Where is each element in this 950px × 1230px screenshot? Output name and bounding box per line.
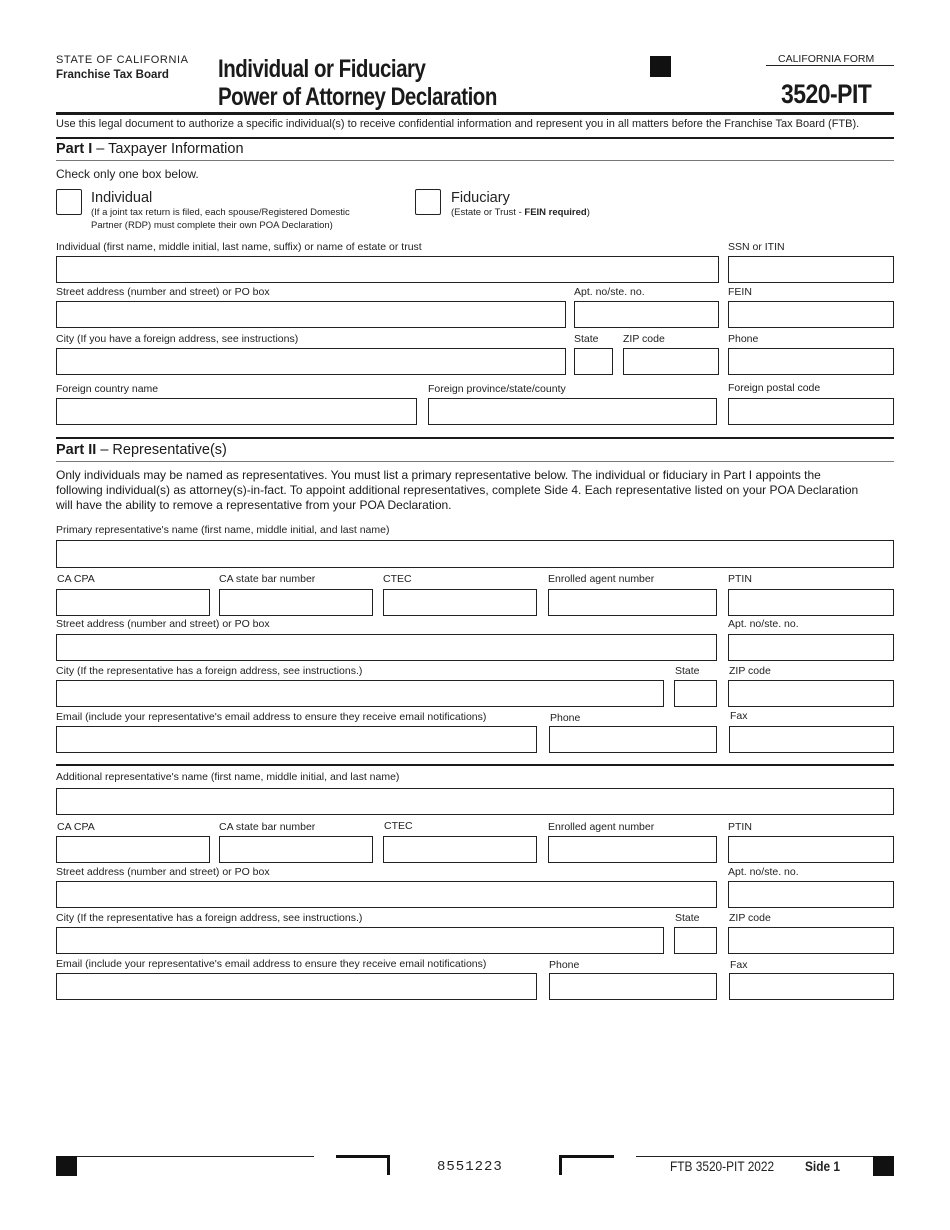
foreign-province-label: Foreign province/state/county — [428, 383, 566, 395]
form-label-rule — [766, 65, 894, 66]
part2-subrule — [56, 461, 894, 462]
state-line: STATE OF CALIFORNIA — [56, 54, 189, 66]
primary-agent-field[interactable] — [548, 589, 717, 616]
footer-corner-mark-left — [336, 1155, 390, 1175]
primary-phone-label: Phone — [550, 712, 581, 724]
primary-apt-label: Apt. no/ste. no. — [728, 618, 799, 630]
fiduciary-note-bold: FEIN required — [524, 207, 587, 218]
taxpayer-zip-label: ZIP code — [623, 333, 665, 345]
foreign-country-label: Foreign country name — [56, 383, 159, 395]
additional-agent-label: Enrolled agent number — [548, 821, 655, 833]
fein-field[interactable] — [728, 301, 894, 328]
additional-ctec-label: CTEC — [384, 820, 413, 832]
primary-ptin-field[interactable] — [728, 589, 894, 616]
additional-street-label: Street address (number and street) or PO box — [56, 866, 270, 878]
primary-street-field[interactable] — [56, 634, 717, 661]
additional-bar-field[interactable] — [219, 836, 373, 863]
additional-apt-field[interactable] — [728, 881, 894, 908]
fiduciary-note-post: ) — [586, 207, 590, 218]
additional-phone-label: Phone — [549, 959, 580, 971]
fiduciary-note-pre: (Estate or Trust - — [451, 207, 525, 218]
part2-paragraph — [56, 468, 858, 513]
primary-bar-label: CA state bar number — [219, 573, 316, 585]
foreign-postal-field[interactable] — [728, 398, 894, 425]
foreign-country-field[interactable] — [56, 398, 417, 425]
additional-state-field[interactable] — [674, 927, 717, 954]
fiduciary-note — [451, 207, 590, 218]
fiduciary-label: Fiduciary — [451, 190, 510, 206]
primary-city-label: City (If the representative has a foreign address, see instructions.) — [56, 665, 363, 677]
primary-rep-name-field[interactable] — [56, 540, 894, 568]
taxpayer-apt-field[interactable] — [574, 301, 719, 328]
taxpayer-state-label: State — [574, 333, 599, 345]
part2-rule — [56, 437, 894, 439]
taxpayer-state-field[interactable] — [574, 348, 613, 375]
primary-fax-label: Fax — [730, 710, 748, 722]
part2-paragraph-line1: Only individuals may be named as representatives. You must list a primary representative below. The individual or fiduciary in Part I appoints the — [56, 468, 821, 482]
primary-cpa-field[interactable] — [56, 589, 210, 616]
additional-rep-rule — [56, 764, 894, 766]
additional-street-field[interactable] — [56, 881, 717, 908]
additional-phone-field[interactable] — [549, 973, 717, 1000]
additional-email-label: Email (include your representative's email address to ensure they receive email notifications) — [56, 958, 487, 970]
footer-left-rule — [77, 1156, 314, 1157]
registration-mark — [650, 56, 671, 77]
primary-zip-label: ZIP code — [729, 665, 771, 677]
additional-city-field[interactable] — [56, 927, 664, 954]
fein-label: FEIN — [728, 286, 752, 298]
primary-state-field[interactable] — [674, 680, 717, 707]
primary-zip-field[interactable] — [728, 680, 894, 707]
footer-form-id: FTB 3520-PIT 2022 — [670, 1159, 775, 1174]
part1-heading — [56, 141, 244, 157]
part2-heading — [56, 442, 227, 458]
primary-street-label: Street address (number and street) or PO box — [56, 618, 270, 630]
additional-ptin-field[interactable] — [728, 836, 894, 863]
form-title-line2: Power of Attorney Declaration — [218, 83, 497, 111]
check-instruction: Check only one box below. — [56, 167, 199, 181]
individual-label: Individual — [91, 190, 153, 206]
primary-bar-field[interactable] — [219, 589, 373, 616]
part2-paragraph-line2: following individual(s) as attorney(s)-in-fact. To appoint additional representatives, complete Side 4. Each representative listed on your POA Declaration — [56, 483, 859, 497]
primary-ptin-label: PTIN — [728, 573, 752, 585]
additional-rep-name-field[interactable] — [56, 788, 894, 815]
additional-cpa-label: CA CPA — [57, 821, 95, 833]
part1-subrule — [56, 160, 894, 161]
individual-checkbox[interactable] — [56, 189, 82, 215]
additional-ptin-label: PTIN — [728, 821, 752, 833]
additional-apt-label: Apt. no/ste. no. — [728, 866, 799, 878]
primary-rep-name-label: Primary representative's name (first name, middle initial, and last name) — [56, 524, 390, 536]
taxpayer-phone-field[interactable] — [728, 348, 894, 375]
primary-apt-field[interactable] — [728, 634, 894, 661]
primary-state-label: State — [675, 665, 700, 677]
primary-city-field[interactable] — [56, 680, 664, 707]
additional-zip-field[interactable] — [728, 927, 894, 954]
fiduciary-checkbox[interactable] — [415, 189, 441, 215]
individual-note-line2: Partner (RDP) must complete their own POA Declaration) — [91, 220, 333, 231]
taxpayer-name-field[interactable] — [56, 256, 719, 283]
footer-left-mark — [56, 1156, 77, 1176]
primary-ctec-field[interactable] — [383, 589, 537, 616]
additional-fax-label: Fax — [730, 959, 748, 971]
additional-cpa-field[interactable] — [56, 836, 210, 863]
taxpayer-apt-label: Apt. no/ste. no. — [574, 286, 645, 298]
taxpayer-street-field[interactable] — [56, 301, 566, 328]
header-rule — [56, 112, 894, 115]
part1-heading-text: – Taxpayer Information — [92, 141, 244, 157]
footer-right-rule — [636, 1156, 873, 1157]
footer-corner-mark-right — [559, 1155, 614, 1175]
part2-paragraph-line3: will have the ability to remove a representative from your POA Declaration. — [56, 498, 452, 512]
ssn-field[interactable] — [728, 256, 894, 283]
additional-state-label: State — [675, 912, 700, 924]
taxpayer-city-field[interactable] — [56, 348, 566, 375]
additional-ctec-field[interactable] — [383, 836, 537, 863]
form-number: 3520-PIT — [781, 79, 872, 109]
barcode-number: 8551223 — [437, 1159, 503, 1175]
part1-rule — [56, 137, 894, 139]
part2-heading-bold: Part II — [56, 442, 97, 458]
primary-phone-field[interactable] — [549, 726, 717, 753]
form-title-line1: Individual or Fiduciary — [218, 55, 426, 83]
primary-fax-field[interactable] — [729, 726, 894, 753]
additional-email-field[interactable] — [56, 973, 537, 1000]
foreign-postal-label: Foreign postal code — [728, 382, 821, 394]
individual-note-line1: (If a joint tax return is filed, each spouse/Registered Domestic — [91, 207, 350, 218]
taxpayer-zip-field[interactable] — [623, 348, 719, 375]
primary-agent-label: Enrolled agent number — [548, 573, 655, 585]
primary-cpa-label: CA CPA — [57, 573, 95, 585]
additional-agent-field[interactable] — [548, 836, 717, 863]
foreign-province-field[interactable] — [428, 398, 717, 425]
agency-name: Franchise Tax Board — [56, 69, 169, 81]
taxpayer-phone-label: Phone — [728, 333, 759, 345]
taxpayer-name-label: Individual (first name, middle initial, last name, suffix) or name of estate or trust — [56, 241, 422, 253]
part2-heading-text: – Representative(s) — [96, 442, 227, 458]
additional-zip-label: ZIP code — [729, 912, 771, 924]
additional-bar-label: CA state bar number — [219, 821, 316, 833]
intro-text: Use this legal document to authorize a specific individual(s) to receive confidential information and represent you in all matters before the Franchise Tax Board (FTB). — [56, 118, 860, 130]
part1-heading-bold: Part I — [56, 141, 93, 157]
taxpayer-street-label: Street address (number and street) or PO box — [56, 286, 270, 298]
primary-email-field[interactable] — [56, 726, 537, 753]
california-form-label: CALIFORNIA FORM — [778, 53, 875, 65]
primary-ctec-label: CTEC — [383, 573, 412, 585]
taxpayer-city-label: City (If you have a foreign address, see instructions) — [56, 333, 299, 345]
additional-rep-name-label: Additional representative's name (first name, middle initial, and last name) — [56, 771, 400, 783]
footer-side: Side 1 — [805, 1159, 841, 1174]
ssn-label: SSN or ITIN — [728, 241, 785, 253]
additional-fax-field[interactable] — [729, 973, 894, 1000]
primary-email-label: Email (include your representative's email address to ensure they receive email notifications) — [56, 711, 487, 723]
footer-right-mark — [873, 1156, 894, 1176]
additional-city-label: City (If the representative has a foreign address, see instructions.) — [56, 912, 363, 924]
